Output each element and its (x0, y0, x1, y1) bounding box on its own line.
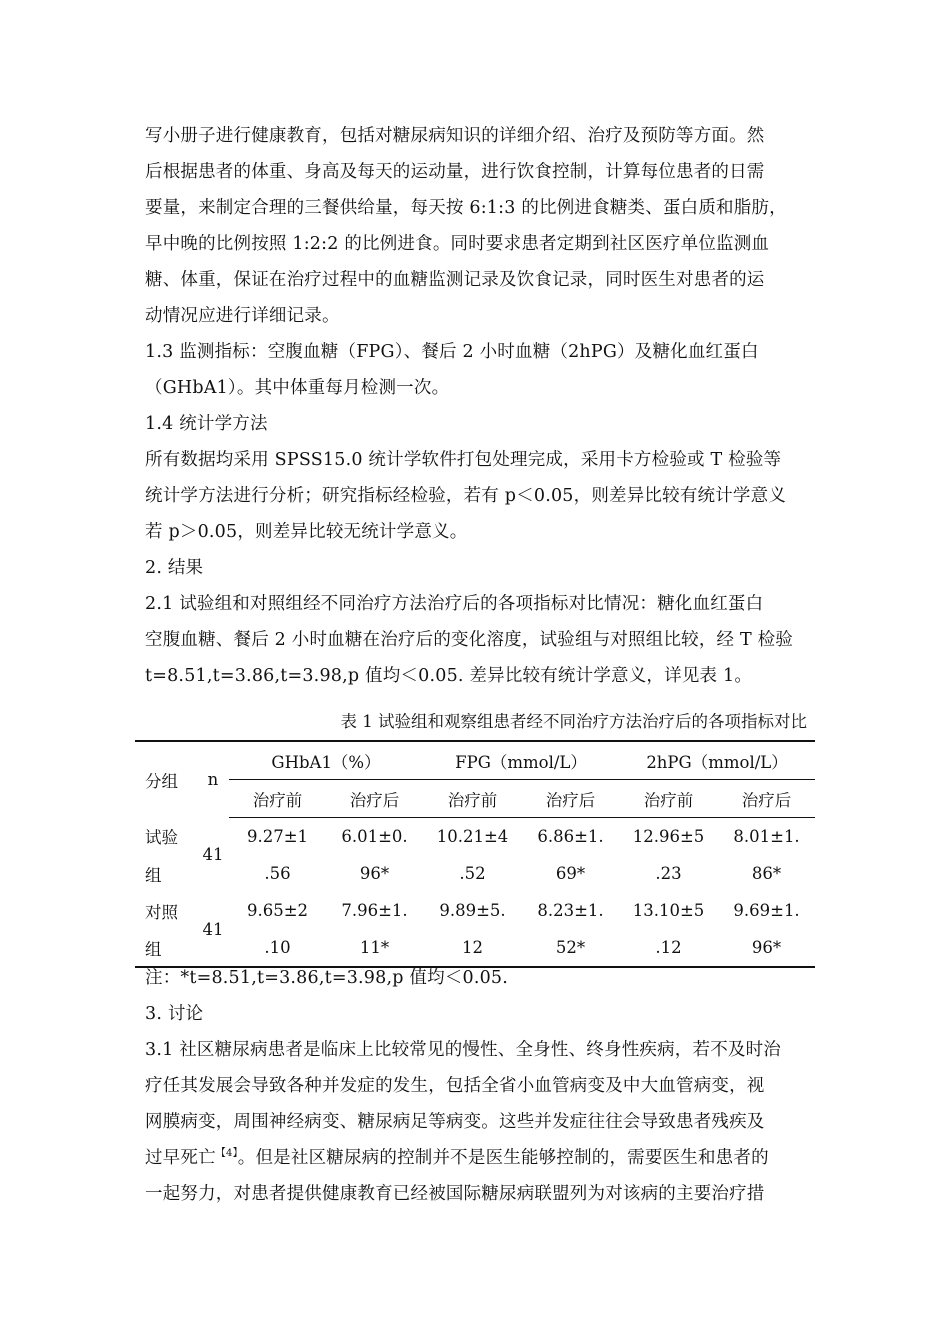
section-2-1-line: 空腹血糖、餐后 2 小时血糖在治疗后的变化溶度，试验组与对照组比较，经 T 检验 (145, 630, 794, 650)
text-line: 要量，来制定合理的三餐供给量，每天按 6:1:3 的比例进食糖类、蛋白质和脂肪， (145, 198, 787, 218)
table-row (135, 929, 815, 967)
section-3-1-line: 一起努力，对患者提供健康教育已经被国际糖尿病联盟列为对该病的主要治疗措 (145, 1184, 765, 1204)
section-1-3-line: 1.3 监测指标：空腹血糖（FPG）、餐后 2 小时血糖（2hPG）及糖化血红蛋白 (145, 342, 759, 362)
text-fragment: 。但是社区糖尿病的控制并不是医生能够控制的，需要医生和患者的 (237, 1148, 769, 1168)
section-1-4-line: 若 p＞0.05，则差异比较无统计学意义。 (145, 522, 468, 542)
table-row (135, 855, 815, 892)
text-fragment: 过早死亡 (145, 1148, 216, 1168)
group-cell: 试验 (145, 828, 178, 848)
value-cell: .23 (655, 864, 682, 883)
value-cell: 9.69±1. (733, 901, 800, 920)
value-cell: .56 (264, 864, 291, 883)
value-cell: 6.01±0. (341, 827, 408, 846)
value-cell: 8.01±1. (733, 827, 800, 846)
section-1-4-line: 所有数据均采用 SPSS15.0 统计学软件打包处理完成，采用卡方检验或 T 检验等 (145, 450, 782, 470)
section-3-1-line: 疗任其发展会导致各种并发症的发生，包括全省小血管病变及中大血管病变，视 (145, 1076, 765, 1096)
section-3-heading: 3. 讨论 (145, 1004, 204, 1024)
value-cell: .12 (619, 929, 718, 967)
citation-ref: 【4】 (215, 1148, 238, 1160)
value-cell: .10 (229, 929, 326, 967)
section-2-heading: 2. 结果 (145, 558, 204, 578)
value-cell: 12 (423, 929, 522, 967)
n-cell: 41 (202, 845, 224, 865)
section-2-1-line: 2.1 试验组和对照组经不同治疗方法治疗后的各项指标对比情况：糖化血红蛋白 (145, 594, 764, 614)
text-line: 早中晚的比例按照 1:2:2 的比例进食。同时要求患者定期到社区医疗单位监测血 (145, 234, 770, 254)
value-cell: 96* (718, 929, 815, 967)
value-cell: 69* (555, 864, 586, 883)
value-cell: 12.96±5 (632, 827, 705, 846)
header-fpg: FPG（mmol/L） (423, 741, 619, 780)
header-2hpg: 2hPG（mmol/L） (619, 741, 815, 780)
header-n: n (207, 770, 219, 790)
group-cell: 组 (145, 865, 162, 885)
value-cell: 9.89±5. (439, 901, 506, 920)
value-cell: 7.96±1. (341, 901, 408, 920)
value-cell: 6.86±1. (537, 827, 604, 846)
value-cell: .52 (459, 864, 486, 883)
section-1-4-heading: 1.4 统计学方法 (145, 414, 268, 434)
text-line: 写小册子进行健康教育，包括对糖尿病知识的详细介绍、治疗及预防等方面。然 (145, 126, 765, 146)
group-cell: 对照 (145, 902, 178, 922)
text-line: 后根据患者的体重、身高及每天的运动量，进行饮食控制，计算每位患者的日需 (145, 162, 765, 182)
value-cell: 9.65±2 (246, 901, 309, 920)
section-2-1-line: t=8.51,t=3.86,t=3.98,p 值均＜0.05. 差异比较有统计学意义，详见表 1。 (145, 666, 753, 686)
table-caption: 表 1 试验组和观察组患者经不同治疗方法治疗后的各项指标对比 (340, 712, 807, 731)
n-cell: 41 (197, 892, 229, 967)
header-after: 治疗后 (522, 780, 619, 818)
section-3-1-line: 网膜病变，周围神经病变、糖尿病足等病变。这些并发症往往会导致患者残疾及 (145, 1112, 765, 1132)
table-row (135, 892, 815, 929)
table-note: 注：*t=8.51,t=3.86,t=3.98,p 值均＜0.05. (145, 968, 509, 988)
value-cell: 8.23±1. (537, 901, 604, 920)
value-cell: 96* (359, 864, 390, 883)
header-ghba1: GHbA1（%） (229, 741, 423, 780)
value-cell: 52* (522, 929, 619, 967)
header-group: 分组 (145, 771, 178, 791)
section-1-3-line: （GHbA1）。其中体重每月检测一次。 (145, 378, 450, 398)
text-line: 糖、体重，保证在治疗过程中的血糖监测记录及饮食记录，同时医生对患者的运 (145, 270, 765, 290)
header-after: 治疗后 (326, 780, 423, 818)
section-3-1-line (145, 1146, 815, 1170)
table-row (135, 818, 815, 856)
group-cell: 组 (135, 929, 197, 967)
section-3-1-line: 3.1 社区糖尿病患者是临床上比较常见的慢性、全身性、终身性疾病，若不及时治 (145, 1040, 781, 1060)
value-cell: 86* (751, 864, 782, 883)
value-cell: 11* (326, 929, 423, 967)
header-before: 治疗前 (423, 780, 522, 818)
header-before: 治疗前 (619, 780, 718, 818)
header-before: 治疗前 (229, 780, 326, 818)
value-cell: 10.21±4 (436, 827, 509, 846)
value-cell: 9.27±1 (246, 827, 309, 846)
value-cell: 13.10±5 (632, 901, 705, 920)
header-after: 治疗后 (718, 780, 815, 818)
text-line: 动情况应进行详细记录。 (145, 306, 340, 326)
results-table (135, 740, 815, 968)
section-1-4-line: 统计学方法进行分析；研究指标经检验，若有 p＜0.05，则差异比较有统计学意义 (145, 486, 787, 506)
